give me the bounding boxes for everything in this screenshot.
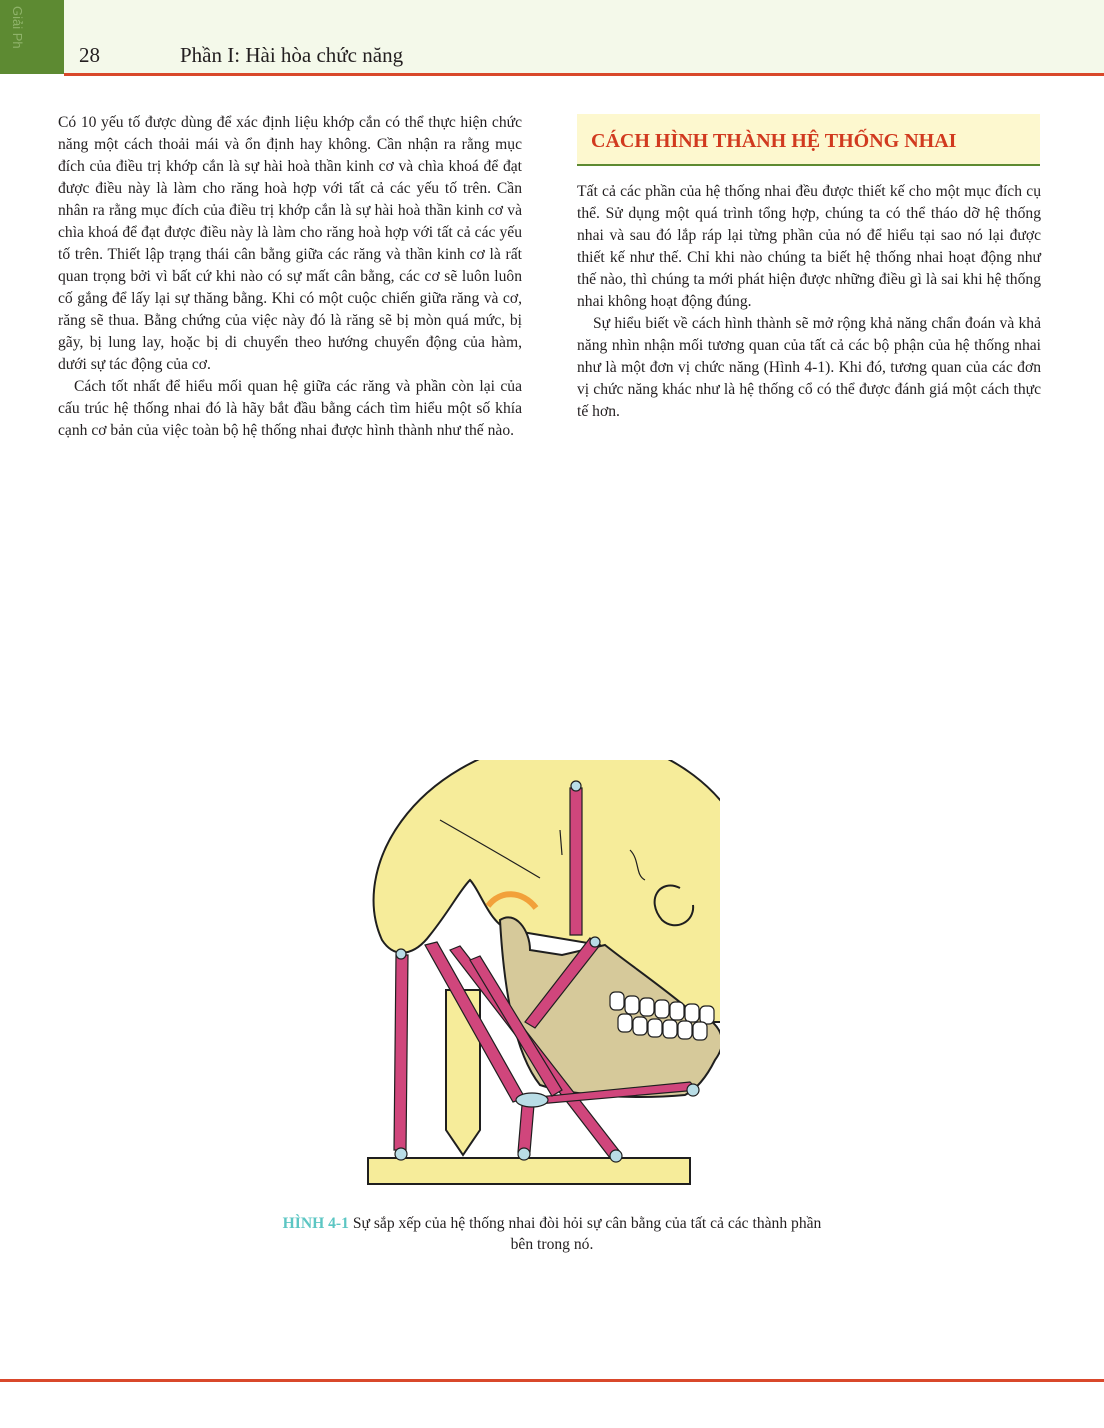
page-header — [0, 0, 1104, 74]
figure-4-1 — [300, 760, 720, 1200]
section-heading-box — [577, 114, 1040, 166]
muscle-temporalis — [570, 788, 582, 935]
header-rule — [64, 73, 1104, 76]
left-paragraph-1: Có 10 yếu tố được dùng để xác định liệu khớp cắn có thể thực hiện chức năng một cách thoải mái và ổn định hay không. Cần nhận ra rằng mục đích của điều trị khớp cắn là sự hài hoà thần kinh cơ và chìa khoá để đạt được điều này là làm cho răng hoà hợp với tất cả các yếu tố trên. Cần nhân ra rằng mục đích của điều trị khớp cắn là sự hài hoà thần kinh cơ và chìa khoá để đạt được điều này là làm cho răng hoà hợp với tất cả các yếu tố trên. Thiết lập trạng thái cân bằng giữa các răng và thần kinh cơ là rất quan trọng bởi vì bất cứ khi nào có sự mất cân bằng, các cơ sẽ luôn luôn cố gắng để lấy lại sự thăng bằng. Khi có một cuộc chiến giữa răng và cơ, răng sẽ thua. Bằng chứng của việc này đó là răng sẽ bị mòn quá mức, bị gãy, bị lung lay, hoặc bị di chuyển theo hướng chuyển động của hàm, dưới sự tác động của cơ. — [58, 114, 522, 373]
section-title: CÁCH HÌNH THÀNH HỆ THỐNG NHAI — [591, 130, 957, 152]
muscle-neck-posterior — [394, 955, 408, 1150]
footer-rule — [0, 1379, 1104, 1382]
figure-caption — [270, 1213, 834, 1255]
right-paragraph-1: Tất cả các phần của hệ thống nhai đều được thiết kế cho một mục đích cụ thể. Sử dụng một quá trình tổng hợp, chúng ta có thể tháo dỡ hệ thống nhai và sau đó lắp ráp lại từng phần của nó để hiểu tại sao nó lại được thiết kế như thế. Chỉ khi nào chúng ta biết hệ thống nhai hoạt động như thế nào, thì chúng ta mới phát hiện được những điều gì là sai khi hệ thống nhai không hoạt động đúng. — [577, 183, 1041, 310]
left-column — [58, 112, 522, 442]
right-column — [577, 181, 1041, 423]
hyoid-bone — [516, 1093, 548, 1107]
base-plate — [368, 1158, 690, 1184]
left-paragraph-2: Cách tốt nhất để hiểu mối quan hệ giữa các răng và phần còn lại của cấu trúc hệ thống nhai đó là hãy bắt đầu bằng cách tìm hiểu một số khía cạnh cơ bản của việc toàn bộ hệ thống nhai được hình thành như thế nào. — [58, 378, 522, 439]
figure-caption-text: Sự sắp xếp của hệ thống nhai đòi hỏi sự cân bằng của tất cả các thành phần bên trong nó. — [352, 1215, 822, 1253]
right-paragraph-2: Sự hiểu biết về cách hình thành sẽ mở rộng khả năng chẩn đoán và khả năng nhìn nhận mối tương quan của tất cả các bộ phận của hệ thống nhai như là một đơn vị chức năng (Hình 4-1). Khi đó, tương quan của các đơn vị chức năng khác như là hệ thống cổ có thể được đánh giá một cách thực tế hơn. — [577, 315, 1041, 420]
header-tab-text: Giải Ph — [10, 6, 25, 49]
page-number: 28 — [79, 43, 100, 67]
running-head: Phần I: Hài hòa chức năng — [180, 43, 404, 67]
figure-label: HÌNH 4-1 — [282, 1215, 349, 1232]
muscle-infrahyoid — [518, 1105, 534, 1152]
skull-muscle-illustration — [300, 760, 720, 1200]
header-color-tab — [0, 0, 64, 74]
